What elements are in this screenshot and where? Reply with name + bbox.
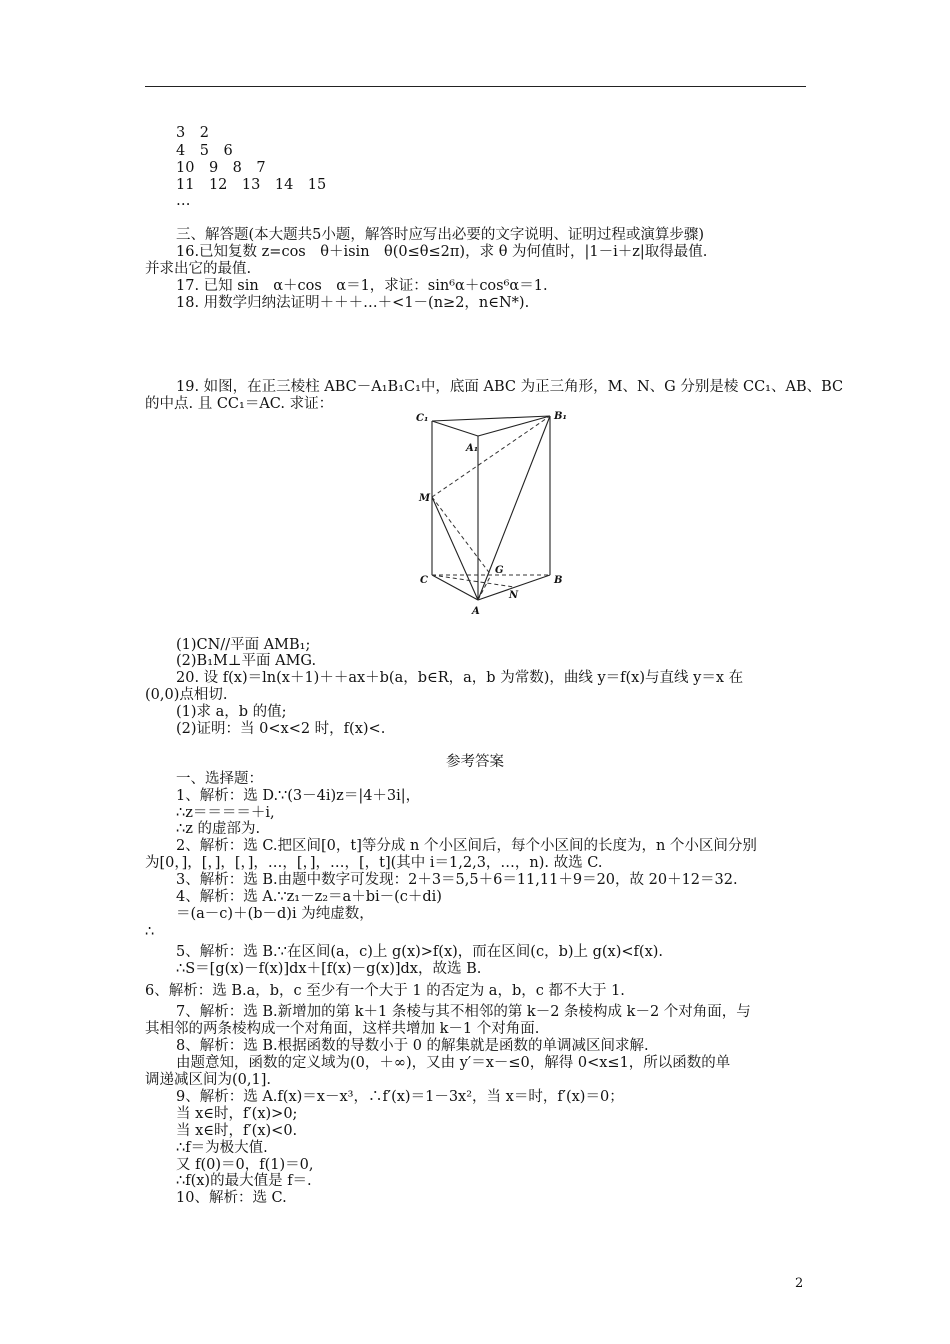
answer-line: 当 x∈时，f′(x)<0. <box>176 1123 298 1139</box>
label-b1: B₁ <box>554 411 567 422</box>
label-a1: A₁ <box>466 443 479 454</box>
answer-line: 6、解析：选 B.a，b，c 至少有一个大于 1 的否定为 a，b，c 都不大于 1. <box>145 983 625 999</box>
answer-line: 当 x∈时，f′(x)>0; <box>176 1106 298 1122</box>
question-16-line1: 16.已知复数 z=cos θ＋isin θ(0≤θ≤2π)，求 θ 为何值时，|1－i＋z|取得最值. <box>176 244 708 260</box>
answer-line: 为[0，]，[，]，[，]，…，[，]，…，[，t](其中 i＝1,2,3，…，n). 故选 C. <box>145 855 603 871</box>
answer-line: ∴z＝＝＝＝＋i, <box>176 805 275 821</box>
answer-line: 7、解析：选 B.新增加的第 k＋1 条棱与其不相邻的第 k－2 条棱构成 k－2 个对角面，与 <box>176 1004 751 1020</box>
question-16-line2: 并求出它的最值. <box>145 261 252 277</box>
answer-line: 其相邻的两条棱构成一个对角面，这样共增加 k－1 个对角面. <box>145 1021 540 1037</box>
label-a: A <box>472 606 480 617</box>
answer-line: ＝(a－c)＋(b－d)i 为纯虚数， <box>176 906 374 922</box>
answer-line: 由题意知，函数的定义域为(0，＋∞)，又由 y′＝x－≤0，解得 0<x≤1，所以函数的单 <box>176 1055 731 1071</box>
header-rule <box>145 86 806 87</box>
question-19-part2: (2)B₁M⊥平面 AMG. <box>176 653 317 669</box>
answer-line: ∴S＝[g(x)－f(x)]dx＋[f(x)－g(x)]dx，故选 B. <box>176 961 482 977</box>
label-b: B <box>554 575 563 586</box>
answer-line: ∴f(x)的最大值是 f＝. <box>176 1173 312 1189</box>
answer-line: 调递减区间为(0,1]. <box>145 1072 271 1088</box>
question-20-part2: (2)证明：当 0<x<2 时，f(x)<. <box>176 721 386 737</box>
triangle-ellipsis: … <box>176 193 191 209</box>
answer-line: 4、解析：选 A.∵z₁－z₂＝a＋bi－(c＋di) <box>176 889 442 905</box>
question-20-part1: (1)求 a，b 的值; <box>176 704 287 720</box>
triangle-row-4: 11 12 13 14 15 <box>176 177 327 193</box>
label-g: G <box>495 565 504 576</box>
prism-diagram <box>410 407 580 622</box>
label-c1: C₁ <box>416 413 429 424</box>
question-20-line2: (0,0)点相切. <box>145 687 228 703</box>
prism-figure <box>410 407 580 622</box>
answer-line: 又 f(0)＝0，f(1)＝0, <box>176 1157 314 1173</box>
label-m: M <box>419 493 431 504</box>
question-19-line2: 的中点. 且 CC₁＝AC. 求证： <box>145 396 334 412</box>
triangle-row-2: 4 5 6 <box>176 143 233 159</box>
label-c: C <box>420 575 428 586</box>
answer-line: 5、解析：选 B.∵在区间(a，c)上 g(x)>f(x)，而在区间(c，b)上 g(x)<f(x). <box>176 944 664 960</box>
triangle-row-1: 3 2 <box>176 125 209 141</box>
answer-line: 3、解析：选 B.由题中数字可发现：2＋3＝5,5＋6＝11,11＋9＝20，故 20＋12＝32. <box>176 872 738 888</box>
label-n: N <box>509 590 519 601</box>
answer-line: ∴z 的虚部为. <box>176 821 261 837</box>
answer-line: 1、解析：选 D.∵(3－4i)z＝|4＋3i|， <box>176 788 421 804</box>
answer-line: 2、解析：选 C.把区间[0，t]等分成 n 个小区间后，每个小区间的长度为，n 个小区间分别 <box>176 838 757 854</box>
answer-line: 9、解析：选 A.f(x)＝x－x³，∴f′(x)＝1－3x²，当 x＝时，f′(x)＝0； <box>176 1089 624 1105</box>
answers-title: 参考答案 <box>446 754 504 770</box>
page-number: 2 <box>795 1276 804 1291</box>
answer-line: 10、解析：选 C. <box>176 1190 287 1206</box>
question-19-part1: (1)CN//平面 AMB₁; <box>176 637 311 653</box>
question-20-line1: 20. 设 f(x)＝ln(x＋1)＋＋ax＋b(a，b∈R，a，b 为常数)，曲线 y＝f(x)与直线 y＝x 在 <box>176 670 744 686</box>
triangle-row-3: 10 9 8 7 <box>176 160 266 176</box>
answer-line: ∴f＝为极大值. <box>176 1140 268 1156</box>
answers-part1: 一、选择题： <box>176 771 263 787</box>
question-18: 18. 用数学归纳法证明＋＋＋…＋<1－(n≥2，n∈N*). <box>176 295 530 311</box>
question-19-line1: 19. 如图，在正三棱柱 ABC－A₁B₁C₁中，底面 ABC 为正三角形，M、N、G 分别是棱 CC₁、AB、BC <box>176 379 844 395</box>
question-17: 17. 已知 sin α＋cos α＝1，求证：sin⁶α＋cos⁶α＝1. <box>176 278 548 294</box>
section3-heading: 三、解答题(本大题共5小题，解答时应写出必要的文字说明、证明过程或演算步骤) <box>176 227 705 243</box>
answer-line: 8、解析：选 B.根据函数的导数小于 0 的解集就是函数的单调减区间求解. <box>176 1038 649 1054</box>
answer-line: ∴ <box>145 924 155 940</box>
